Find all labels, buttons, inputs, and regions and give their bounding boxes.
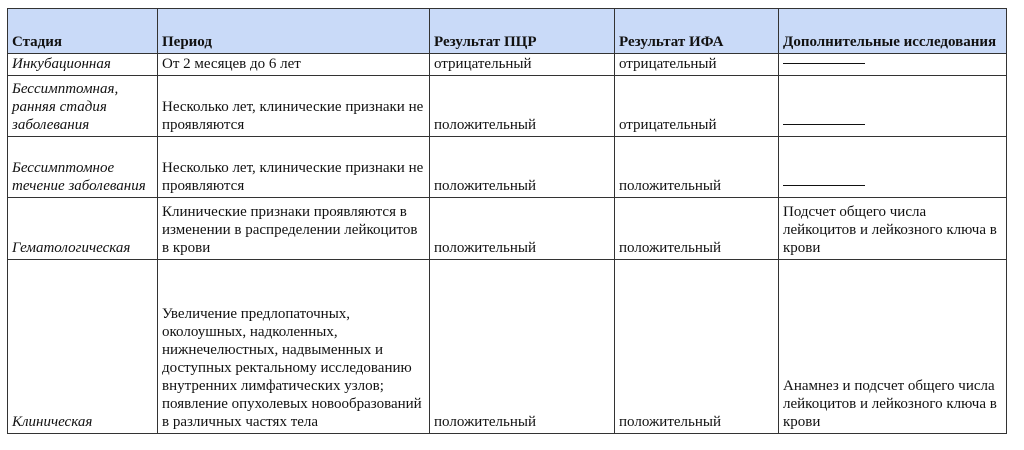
cell-extra (779, 137, 1007, 198)
dash-line (783, 63, 865, 64)
table-row (8, 76, 1007, 137)
cell-ifa: положительный (615, 260, 779, 434)
header-stage: Стадия (8, 9, 158, 54)
cell-ifa: положительный (615, 137, 779, 198)
cell-extra: Подсчет общего числа лейкоцитов и лейкозного ключа в крови (779, 198, 1007, 260)
cell-pcr: положительный (430, 198, 615, 260)
cell-period: Увеличение предлопаточных, околоушных, надколенных, нижнечелюстных, надвыменных и доступных ректальному исследованию внутренних лимфатических узлов; появление опухолевых новообразований в различных частях тела (158, 260, 430, 434)
cell-stage: Гематологическая (8, 198, 158, 260)
header-pcr: Результат ПЦР (430, 9, 615, 54)
cell-stage: Бессимптомное течение заболевания (8, 137, 158, 198)
header-period: Период (158, 9, 430, 54)
header-extra: Дополнительные исследования (779, 9, 1007, 54)
table-row (8, 54, 1007, 76)
cell-extra (779, 54, 1007, 76)
document-page (7, 8, 1007, 434)
cell-period: Несколько лет, клинические признаки не проявляются (158, 76, 430, 137)
cell-pcr: положительный (430, 260, 615, 434)
cell-period: Клинические признаки проявляются в изменении в распределении лейкоцитов в крови (158, 198, 430, 260)
table-row (8, 137, 1007, 198)
table-header-row (8, 9, 1007, 54)
cell-ifa: положительный (615, 198, 779, 260)
cell-extra (779, 76, 1007, 137)
dash-line (783, 124, 865, 125)
cell-pcr: отрицательный (430, 54, 615, 76)
cell-period: От 2 месяцев до 6 лет (158, 54, 430, 76)
cell-stage: Инкубационная (8, 54, 158, 76)
dash-line (783, 185, 865, 186)
stages-table (7, 8, 1007, 434)
cell-pcr: положительный (430, 137, 615, 198)
cell-stage: Бессимптомная, ранняя стадия заболевания (8, 76, 158, 137)
cell-ifa: отрицательный (615, 54, 779, 76)
table-row (8, 260, 1007, 434)
cell-period: Несколько лет, клинические признаки не проявляются (158, 137, 430, 198)
cell-extra: Анамнез и подсчет общего числа лейкоцитов и лейкозного ключа в крови (779, 260, 1007, 434)
cell-pcr: положительный (430, 76, 615, 137)
header-ifa: Результат ИФА (615, 9, 779, 54)
cell-stage: Клиническая (8, 260, 158, 434)
table-row (8, 198, 1007, 260)
cell-ifa: отрицательный (615, 76, 779, 137)
